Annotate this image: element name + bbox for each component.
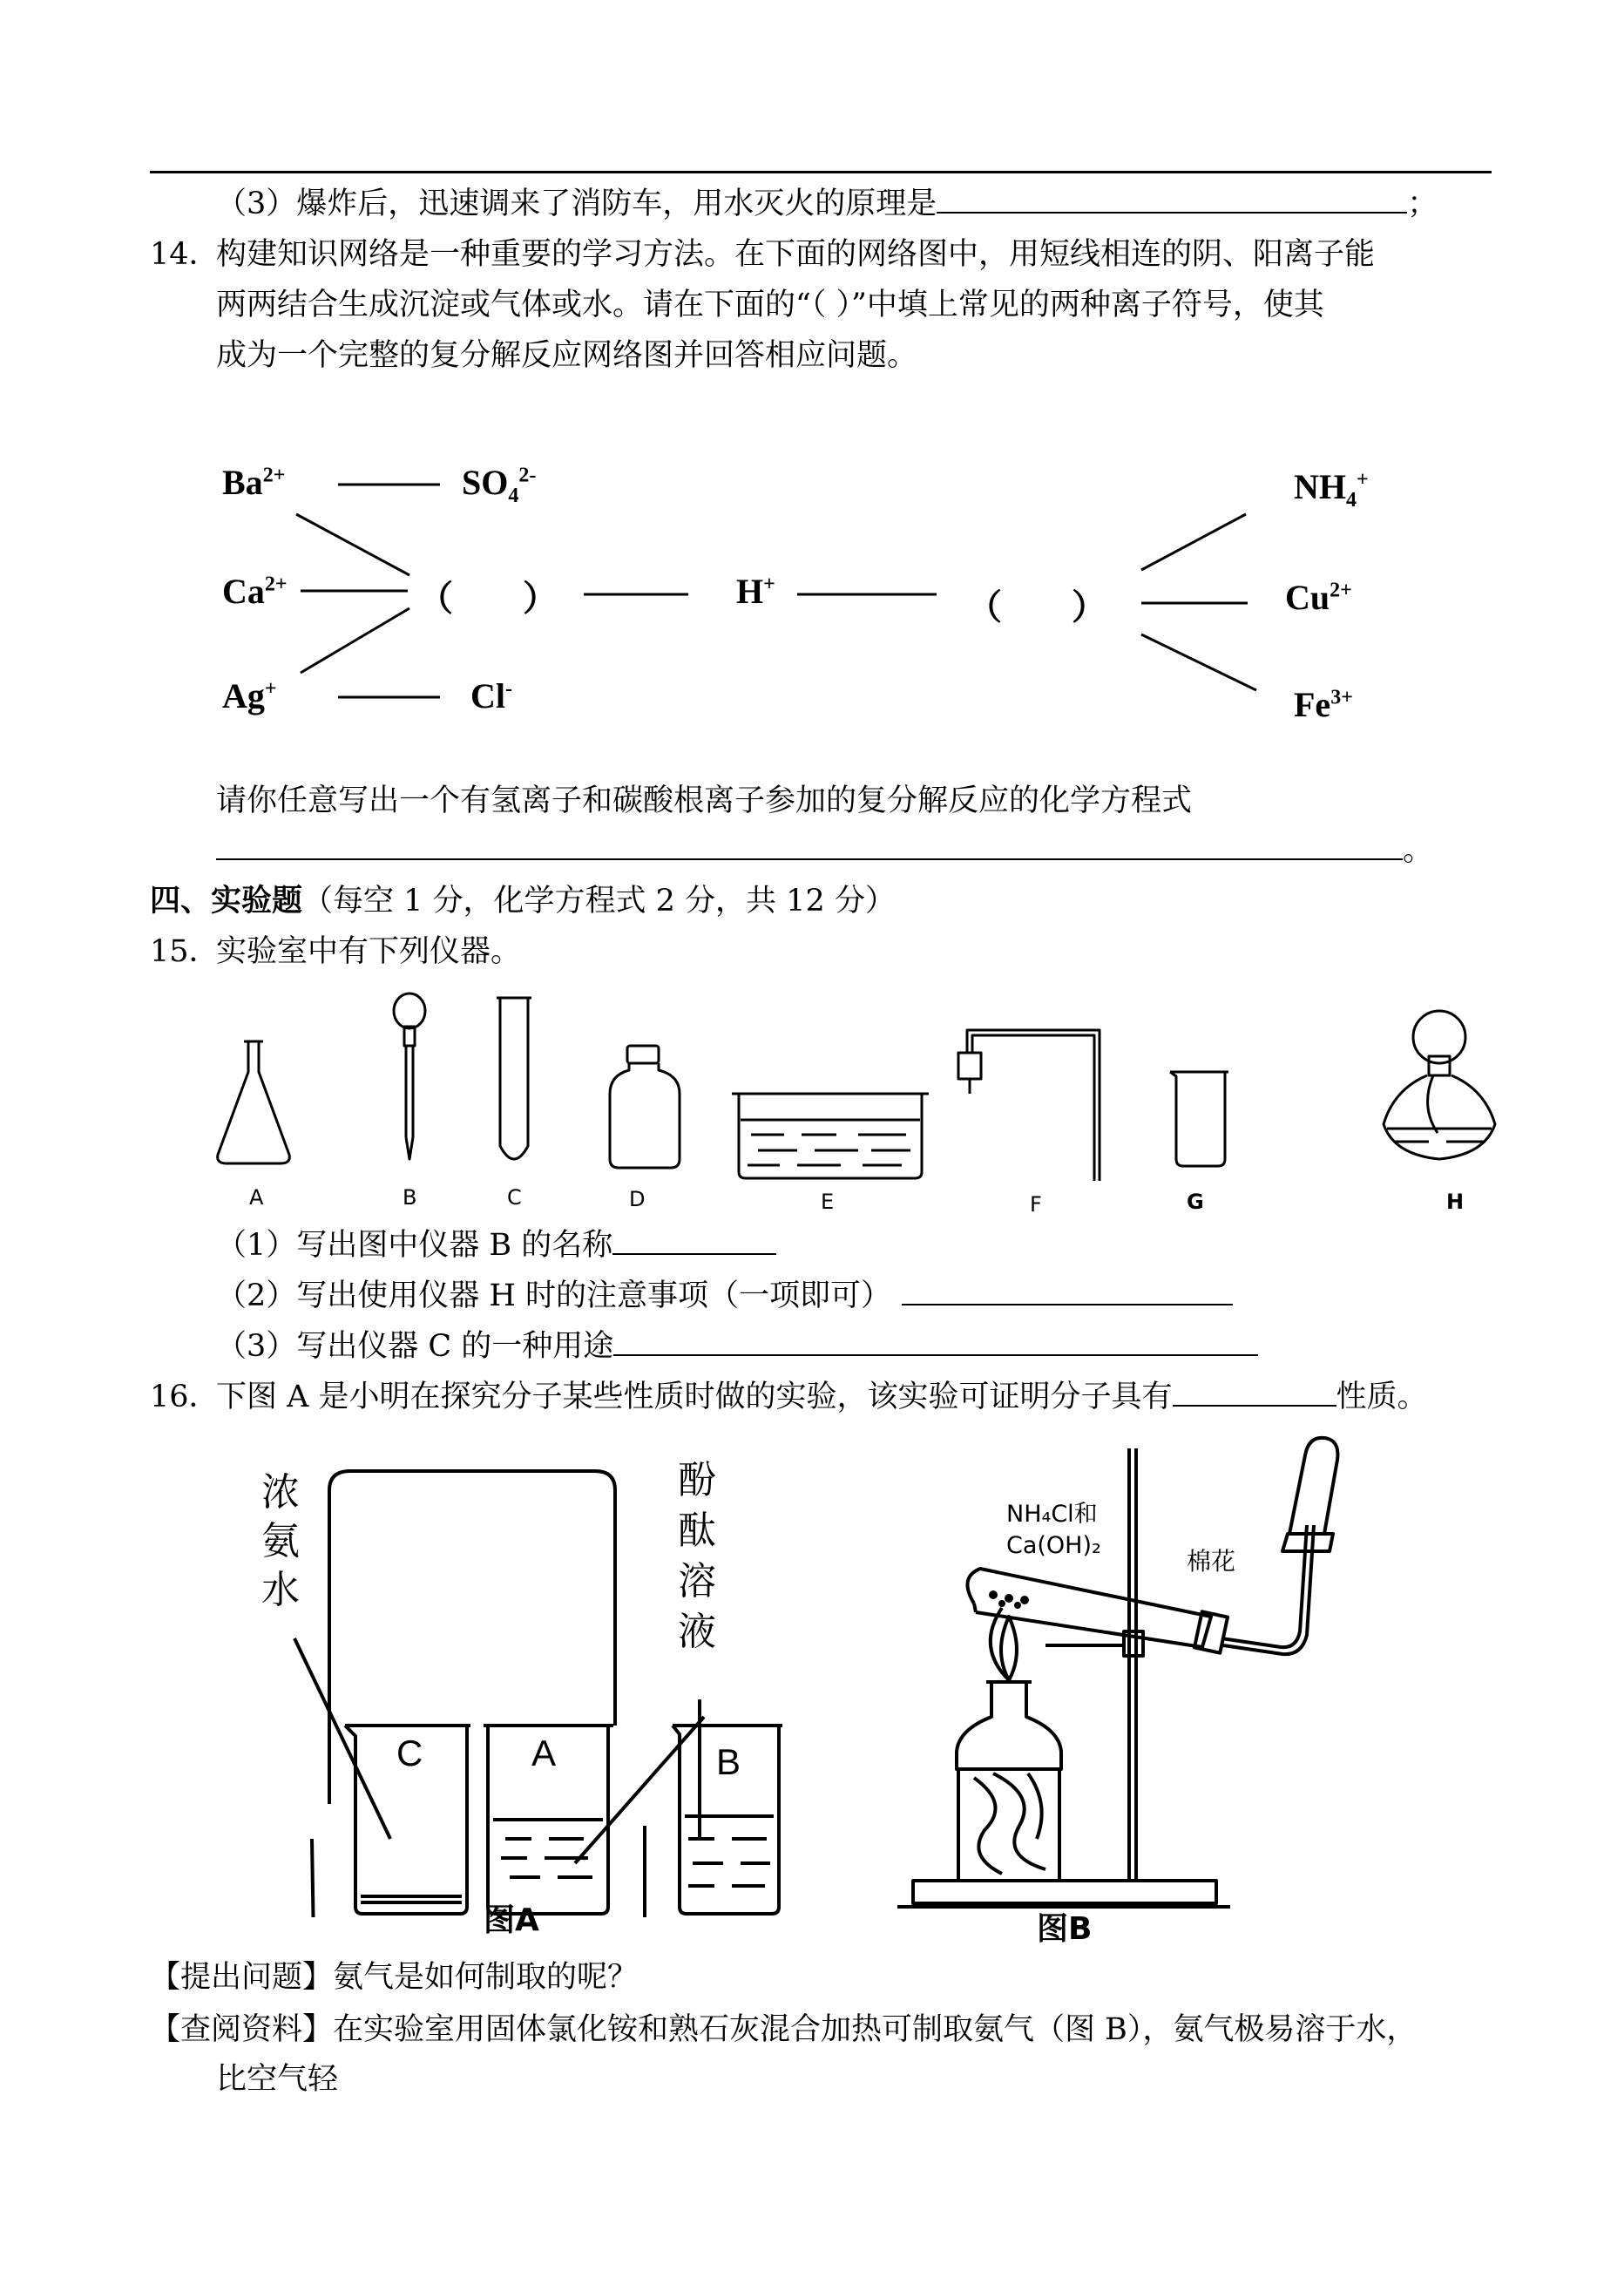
q16-reference-line2: 比空气轻 [216,2062,339,2097]
q16-number: 16． [150,1380,220,1414]
q15-part2-blank[interactable] [902,1278,1233,1305]
label-d: D [629,1187,646,1211]
label-reagents: NH₄Cl和 Ca(OH)₂ [1006,1501,1101,1559]
beaker-label-c: C [396,1733,423,1773]
q14-number: 14． [150,237,220,272]
q14-line3: 成为一个完整的复分解反应网络图并回答相应问题。 [216,338,918,373]
q13-part3: （3）爆炸后，迅速调来了消防车，用水灭火的原理是 ； [216,186,1438,221]
q15-part3: （3）写出仪器 C 的一种用途 [216,1326,1258,1367]
ion-cl: Cl- [470,676,512,715]
q13-answer-blank[interactable] [937,186,1407,214]
blank-anion-right[interactable] [1011,580,1072,621]
q16-line: 下图 A 是小明在探究分子某些性质时做的实验，该实验可证明分子具有 性质。 [216,1380,1428,1414]
q16-blank[interactable] [1173,1379,1336,1407]
bent-tube-stopper-icon [958,1030,1100,1181]
blank-anion-left[interactable] [462,571,523,613]
q16-raise-question: 【提出问题】氨气是如何制取的呢？ [150,1960,639,1995]
trough-icon [732,1094,929,1178]
figure-a-drawing [0,1429,784,1917]
ion-nh4: $NH_4^+$ [1294,467,1369,512]
reagent-bottle-icon [610,1046,680,1168]
label-f: F [1030,1192,1042,1217]
conical-flask-icon [218,1041,290,1163]
blank-anion-right-open: （ [967,587,1002,627]
label-e: E [821,1190,835,1214]
figure-b-drawing [871,1429,1359,1917]
q16-reference-line1: 【查阅资料】在实验室用固体氯化铵和熟石灰混合加热可制取氨气（图 B），氨气极易溶于水， [150,2012,1418,2047]
ion-fe: $Fe^{3+}$ [1294,685,1353,724]
label-concentrated-ammonia: 浓 氨 水 [261,1470,300,1612]
ion-ca: $Ca^{2+}$ [222,572,288,611]
blank-anion-left-open: （ [418,579,453,618]
beaker-icon [1170,1072,1228,1166]
ion-ag: Ag+ [222,676,277,715]
top-rule [150,171,1492,173]
q14-line2: 两两结合生成沉淀或气体或水。请在下面的“（ ）”中填上常见的两种离子符号，使其 [216,288,1324,322]
label-h: H [1446,1190,1465,1214]
ion-cu: $Cu^{2+}$ [1285,578,1352,617]
apparatus-figure [0,985,1624,1211]
q15-part2: （2）写出使用仪器 H 时的注意事项（一项即可） [216,1275,1233,1317]
beaker-label-a: A [531,1733,557,1773]
alcohol-lamp-icon [1384,1011,1495,1159]
label-g: G [1187,1190,1204,1214]
q15-number: 15． [150,934,220,969]
label-c: C [507,1185,522,1210]
label-a: A [249,1185,264,1210]
ion-so4: $SO_4^{2-}$ [462,463,537,507]
q15-intro: 实验室中有下列仪器。 [216,934,522,969]
caption-figure-a: 图A [484,1902,539,1938]
beaker-label-b: B [716,1741,741,1782]
q14-prompt: 请你任意写出一个有氢离子和碳酸根离子参加的复分解反应的化学方程式 [216,783,1193,818]
section4-header: 四、实验题（每空 1 分，化学方程式 2 分，共 12 分） [150,883,896,919]
caption-figure-b: 图B [1037,1911,1093,1947]
test-tube-icon [497,998,531,1159]
q15-part1-blank[interactable] [612,1227,776,1255]
label-phenolphthalein: 酚 酞 溶 液 [678,1458,716,1654]
ion-h: H+ [736,572,775,611]
blank-anion-left-close: ） [523,579,558,618]
blank-anion-right-close: ） [1072,587,1106,627]
q15-part3-blank[interactable] [613,1328,1258,1356]
label-b: B [403,1185,417,1210]
q15-part1: （1）写出图中仪器 B 的名称 [216,1224,776,1266]
ion-ba: $Ba^{2+}$ [222,463,286,502]
dropper-icon [394,993,425,1159]
q14-answer-line: 。 [216,830,1433,871]
label-cotton: 棉花 [1187,1547,1236,1576]
q14-line1: 构建知识网络是一种重要的学习方法。在下面的网络图中，用短线相连的阴、阳离子能 [216,237,1376,272]
q14-equation-blank[interactable] [216,832,1403,860]
